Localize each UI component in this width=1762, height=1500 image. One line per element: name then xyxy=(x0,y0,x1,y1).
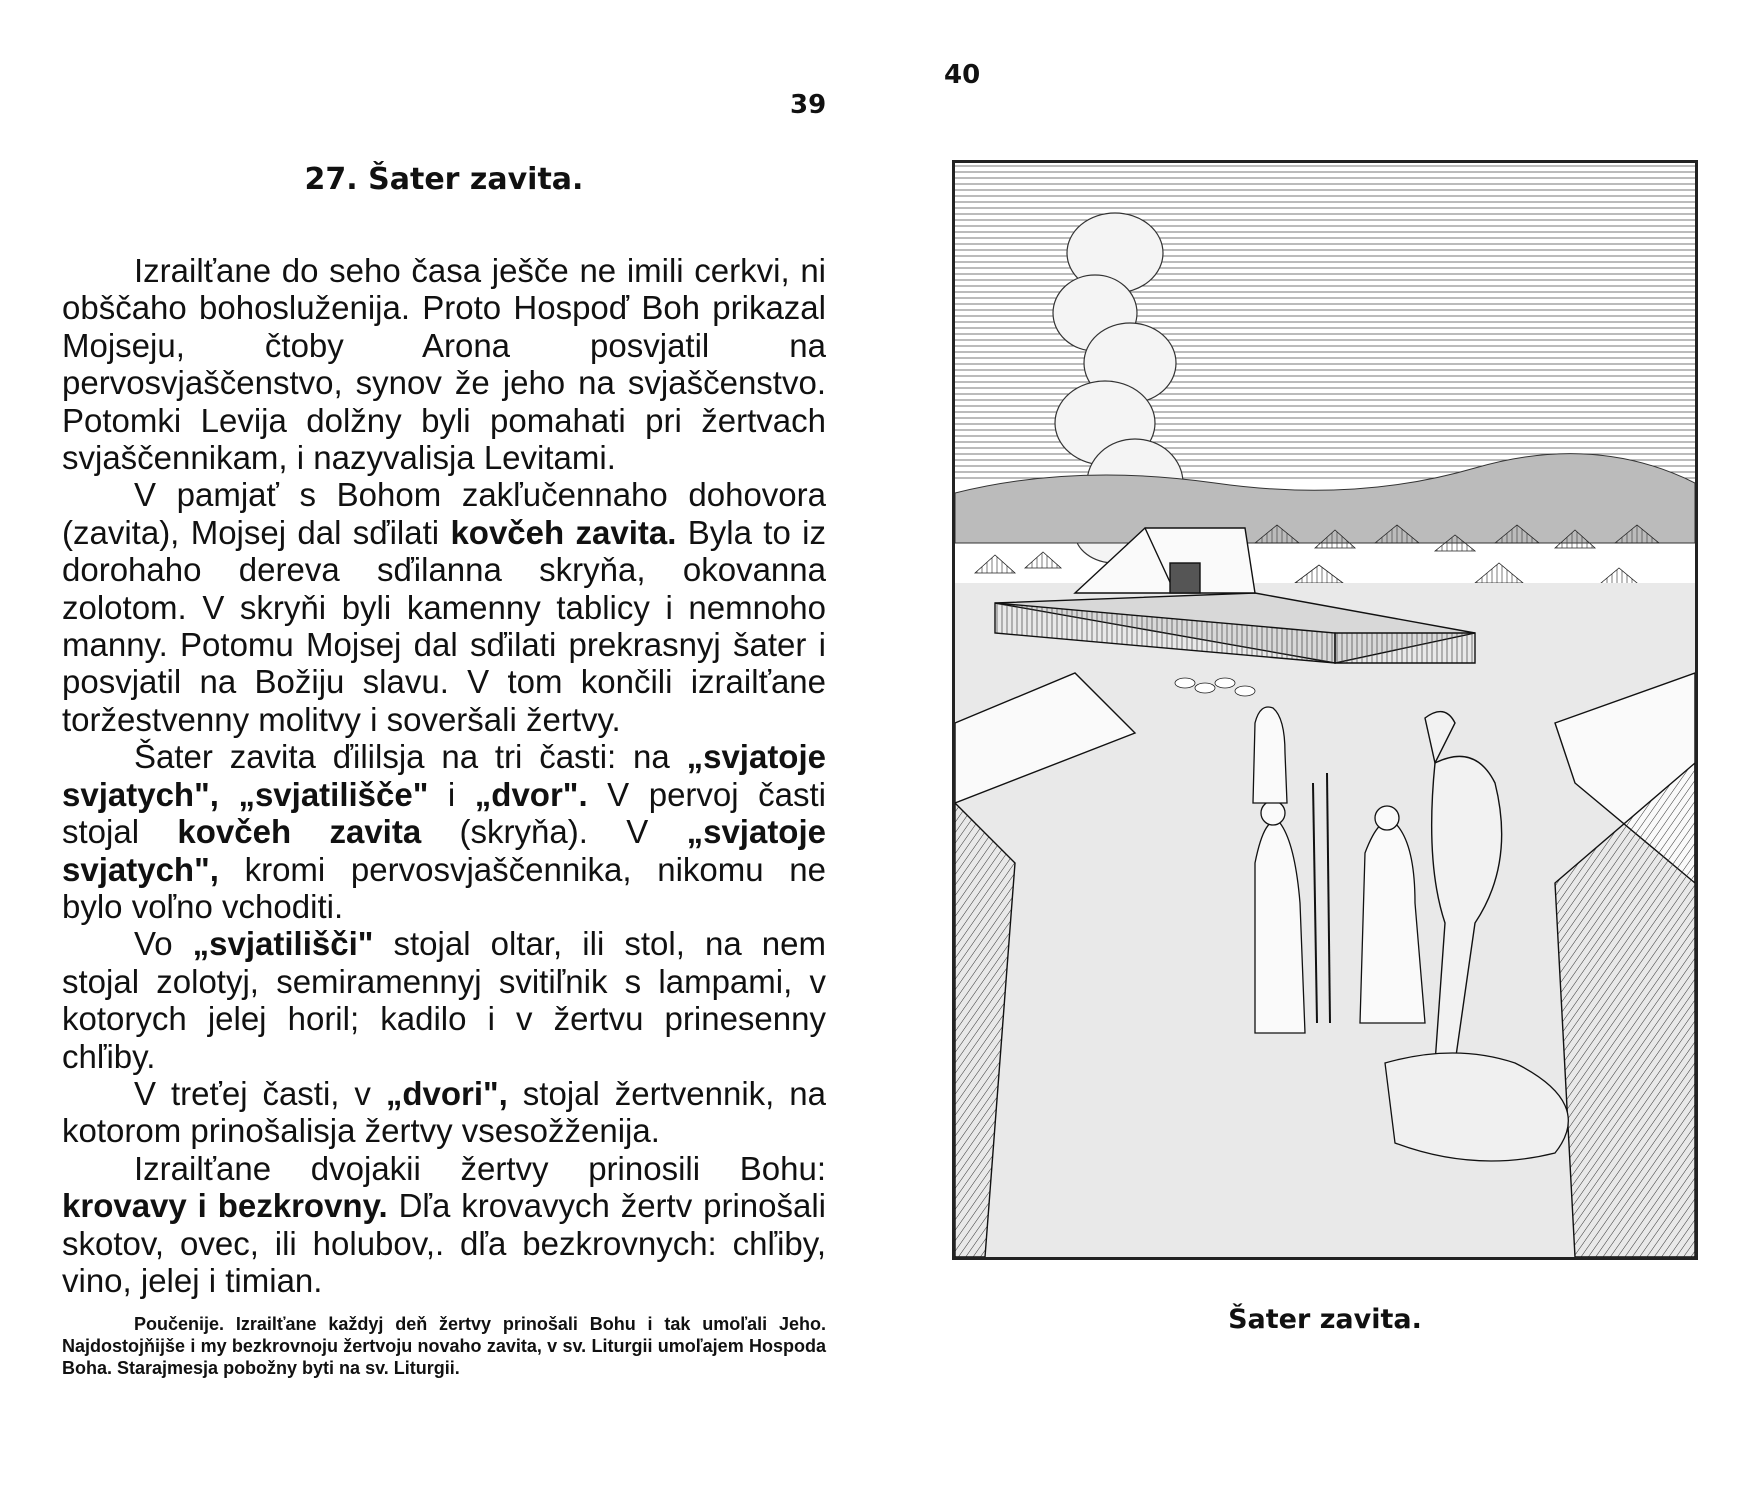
right-tent xyxy=(1555,673,1695,1257)
text-run: Izrailťane do seho časa ješče ne imili cerkvi, ni obščaho bohosluženija. Proto Hospoď Boh prikazal Mojseju, čtoby Arona posvjatil na pervosvjaščenstvo, synov že jeho na svjaščenstvo. Potomki Levija dolžny byli pomahati pri žertvach svjaščennikam, i nazyvalisja Levitami. xyxy=(62,252,826,477)
text-run: i xyxy=(428,775,475,813)
text-run: Dľa krovavych žertv prinošali skotov, ovec, ili holubov,. dľa bezkrovnych: chľiby, vino, jelej i timian. xyxy=(62,1187,827,1299)
text-run: V pamjať s Bohom zakľučennaho dohovora (zavita), Mojsej dal sďilati xyxy=(62,476,826,551)
text-run: Šater zavita ďililsja na tri časti: na xyxy=(134,738,687,776)
paragraph xyxy=(62,252,826,476)
text-run: (skryňa). V xyxy=(421,813,687,851)
text-run: V treťej časti, v xyxy=(134,1074,386,1112)
engraving-drawing xyxy=(955,163,1695,1257)
bold-term: „dvor". xyxy=(474,775,588,813)
page-number-left: 39 xyxy=(790,90,827,120)
bold-term: kovčeh zavita. xyxy=(450,513,677,551)
text-run: stojal oltar, ili stol, na nem stojal zolotyj, semiramennyj svitiľnik s lampami, v kotorych jelej horil; kadilo i v žertvu prinesenny chľiby. xyxy=(62,925,826,1075)
tabernacle-engraving xyxy=(952,160,1698,1260)
paragraph xyxy=(62,1075,826,1150)
bold-term: krovavy i bezkrovny. xyxy=(62,1187,388,1225)
bold-term: „svjatilišči" xyxy=(192,925,374,963)
page-number-right: 40 xyxy=(944,60,981,90)
paragraphs xyxy=(62,252,826,1299)
lesson-note: Poučenije. Izrailťane každyj deň žertvy prinošali Bohu i tak umoľali Jeho. Najdostojňijše i my bezkrovnoju žertvoju novaho zavita, v sv. Liturgii umoľajem Hospoda Boha. Starajmesja pobožny byti na sv. Liturgii. xyxy=(62,1314,826,1379)
text-run: Vo xyxy=(134,925,193,963)
paragraph xyxy=(62,476,826,738)
bold-term: kovčeh zavita xyxy=(177,813,422,851)
bold-term: „dvori", xyxy=(385,1074,508,1112)
paragraph xyxy=(62,738,826,925)
paragraph xyxy=(62,1150,826,1300)
bold-term: „svjatoje svjatych", „svjatilišče" xyxy=(62,738,826,813)
chapter-title: 27. Šater zavita. xyxy=(304,162,584,197)
illustration-caption: Šater zavita. xyxy=(1228,1304,1422,1335)
bold-term: „svjatoje svjatych", xyxy=(62,813,826,888)
text-run: kromi pervosvjaščennika, nikomu ne bylo voľno vchoditi. xyxy=(62,850,826,925)
paragraph xyxy=(62,925,826,1075)
text-run: Byla to iz dorohaho dereva sďilanna skryňa, okovanna zolotom. V skryňi byli kamenny tablicy i nemnoho manny. Potomu Mojsej dal sďilati prekrasnyj šater i posvjatil na Božiju slavu. V tom končili izrailťane toržestvenny molitvy i soveršali žertvy. xyxy=(62,513,826,738)
text-run: stojal žertvennik, na kotorom prinošalisja žertvy vsesožženija. xyxy=(62,1074,826,1150)
text-run: Izrailťane dvojakii žertvy prinosili Bohu: xyxy=(134,1149,826,1187)
text-run: V pervoj časti stojal xyxy=(62,775,826,851)
left-page-text xyxy=(62,160,826,1379)
